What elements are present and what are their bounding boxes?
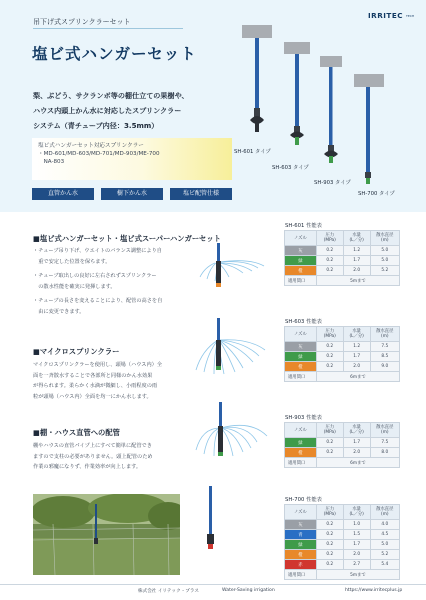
- table-cell-flow: 2.0: [343, 448, 370, 458]
- table-title-sh603: SH-603 性能表: [285, 319, 322, 325]
- compat-line: ・MD-601/MD-603/MD-701/MD-903/ME-700: [38, 151, 160, 158]
- header-text: (MPa): [323, 334, 336, 339]
- table-row: [285, 438, 400, 448]
- table-row: [285, 540, 400, 550]
- table-cell-diameter: 4.5: [370, 530, 399, 540]
- body-line: 棚やハウスの直管パイプ上にすべて簡単に配管でき: [33, 443, 152, 449]
- section-title-hanger-sets: ■塩ビ式ハンガーセット・塩ビ式スーパーハンガーセット: [33, 234, 221, 243]
- table-header-cell: [370, 423, 399, 438]
- header-text: ノズル: [294, 235, 307, 241]
- table-cell-diameter: 8.5: [370, 352, 399, 362]
- section-body-hanger-sets: [33, 246, 203, 317]
- header-text: ノズル: [294, 509, 307, 515]
- sh601-hanger-drawing: [242, 25, 272, 132]
- nozzle-color-cell: 橙: [285, 448, 317, 458]
- table-cell-diameter: 5.2: [370, 550, 399, 560]
- performance-table-sh603: [284, 326, 400, 382]
- table-cell-diameter: 5.0: [370, 246, 399, 256]
- table-cell-pressure: 0.2: [316, 342, 343, 352]
- performance-table-sh903: [284, 422, 400, 468]
- header-text: 散水直径: [376, 507, 394, 512]
- usage-tags: [32, 188, 232, 200]
- intro-line: ハウス内頭上かん水に対応したスプリンクラー: [33, 106, 182, 115]
- table-cell-pressure: 0.2: [316, 362, 343, 372]
- table-cell-diameter: 5.0: [370, 540, 399, 550]
- nozzle-color-cell: 緑: [285, 256, 317, 266]
- sh601-spray-illustration: [196, 243, 274, 318]
- header-text: (L／分): [349, 512, 364, 517]
- table-footer-row: [285, 372, 400, 382]
- brand-logo[interactable]: IRRITEC: [368, 11, 404, 20]
- section-title-micro-sprinkler: ■マイクロスプリンクラー: [33, 347, 120, 356]
- table-row: [285, 560, 400, 570]
- table-header-cell: [285, 505, 317, 520]
- table-cell-diameter: 7.5: [370, 342, 399, 352]
- body-line: マイクロスプリンクラーを使用し、頭場（ハウス内）全: [33, 362, 163, 368]
- table-header-cell: [316, 231, 343, 246]
- nozzle-color-cell: 灰: [285, 520, 317, 530]
- table-cell-diameter: 5.2: [370, 266, 399, 276]
- table-header-cell: [343, 327, 370, 342]
- table-header-row: [285, 231, 400, 246]
- table-footer-row: [285, 276, 400, 286]
- header-text: (MPa): [323, 238, 336, 243]
- table-row: [285, 520, 400, 530]
- tag-overhead-watering[interactable]: 直管かん水: [32, 188, 94, 200]
- page-subtitle: 吊下げ式スプリンクラーセット: [33, 18, 131, 26]
- body-line: 重で安定した位置を保ちます。: [33, 258, 111, 265]
- body-line: ますので支柱の必要がありません。頭上配管のため: [33, 453, 153, 460]
- model-label-sh700: SH-700 タイプ: [358, 191, 395, 197]
- intro-text: [33, 88, 233, 133]
- table-cell-flow: 2.0: [343, 550, 370, 560]
- table-cell-diameter: 5.0: [370, 256, 399, 266]
- compatible-sprinklers-box: [32, 138, 232, 180]
- section-body-shelf-pipe: [33, 441, 203, 473]
- applicable-span-label: 適用間口: [285, 458, 317, 468]
- table-header-cell: [370, 231, 399, 246]
- table-row: [285, 362, 400, 372]
- section-body-micro-sprinkler: [33, 360, 203, 402]
- table-cell-pressure: 0.2: [316, 438, 343, 448]
- nozzle-color-cell: 灰: [285, 246, 317, 256]
- performance-table-sh700: [284, 504, 400, 580]
- table-cell-pressure: 0.2: [316, 560, 343, 570]
- footer-company: 株式会社 イリテック・プラス: [138, 589, 199, 594]
- body-line: ・チューブ取出しの良好に左右されずスプリンクラー: [33, 273, 157, 279]
- applicable-span-label: 適用間口: [285, 276, 317, 286]
- table-row: [285, 246, 400, 256]
- table-row: [285, 266, 400, 276]
- table-cell-flow: 2.0: [343, 362, 370, 372]
- table-header-cell: [343, 231, 370, 246]
- table-cell-flow: 1.0: [343, 520, 370, 530]
- table-header-row: [285, 327, 400, 342]
- table-cell-diameter: 5.4: [370, 560, 399, 570]
- body-line: 粒が頭場（ハウス内）全面を均一にかん水します。: [33, 393, 152, 400]
- header-text: (L／分): [349, 238, 364, 243]
- table-cell-flow: 2.0: [343, 266, 370, 276]
- header-text: (L／分): [349, 334, 364, 339]
- compat-line: 塩ビ式ハンガーセット対応スプリンクラー: [38, 143, 144, 149]
- table-header-cell: [285, 423, 317, 438]
- applicable-span-value: 6mまで: [316, 372, 399, 382]
- nozzle-color-cell: 灰: [285, 342, 317, 352]
- table-cell-pressure: 0.2: [316, 448, 343, 458]
- table-title-sh700: SH-700 性能表: [285, 497, 322, 503]
- model-label-sh603: SH-603 タイプ: [272, 165, 309, 171]
- header-text: 水量: [352, 425, 361, 430]
- header-text: (m): [381, 512, 389, 517]
- body-line: の散水性能を確実に発揮します。: [33, 283, 116, 290]
- table-footer-row: [285, 458, 400, 468]
- sh903-hanger-drawing: [320, 56, 342, 163]
- nozzle-color-cell: 橙: [285, 362, 317, 372]
- table-header-row: [285, 423, 400, 438]
- header-text: 水量: [352, 507, 361, 512]
- table-footer-row: [285, 570, 400, 580]
- body-line: 由に変更できます。: [33, 308, 85, 315]
- table-cell-pressure: 0.2: [316, 352, 343, 362]
- performance-table-sh601: [284, 230, 400, 286]
- tag-under-tree-watering[interactable]: 樹下かん水: [101, 188, 163, 200]
- brand-logo-sub: TECH: [406, 14, 415, 18]
- table-cell-flow: 1.7: [343, 256, 370, 266]
- nozzle-color-cell: 緑: [285, 438, 317, 448]
- header-text: 圧力: [325, 233, 335, 238]
- footer-divider: [0, 584, 426, 585]
- header-text: (m): [381, 430, 389, 435]
- table-cell-flow: 1.2: [343, 246, 370, 256]
- applicable-span-value: 5mまで: [316, 570, 399, 580]
- header-text: 散水直径: [376, 329, 394, 334]
- table-header-cell: [343, 505, 370, 520]
- table-row: [285, 448, 400, 458]
- table-header-cell: [370, 505, 399, 520]
- table-cell-pressure: 0.2: [316, 530, 343, 540]
- table-cell-diameter: 7.5: [370, 438, 399, 448]
- table-cell-flow: 1.2: [343, 342, 370, 352]
- table-cell-pressure: 0.2: [316, 246, 343, 256]
- header-text: (MPa): [323, 512, 336, 517]
- header-text: 散水直径: [376, 233, 394, 238]
- header-text: 水量: [352, 329, 361, 334]
- nozzle-color-cell: 橙: [285, 550, 317, 560]
- header-text: (L／分): [349, 430, 364, 435]
- table-header-row: [285, 505, 400, 520]
- shelf-pipe-spray-illustration: [194, 402, 276, 482]
- nozzle-color-cell: 橙: [285, 266, 317, 276]
- intro-line: 梨、ぶどう、サクランボ等の棚仕立ての果樹や、: [33, 91, 189, 100]
- body-line: が得られます。柔らかく水滴が微細し、小雨程度の雨: [33, 383, 158, 389]
- header-text: (m): [381, 334, 389, 339]
- table-title-sh903: SH-903 性能表: [285, 415, 322, 421]
- header-text: 圧力: [325, 507, 335, 512]
- table-row: [285, 352, 400, 362]
- header-text: (MPa): [323, 430, 336, 435]
- table-cell-flow: 2.7: [343, 560, 370, 570]
- nozzle-color-cell: 青: [285, 530, 317, 540]
- table-cell-pressure: 0.2: [316, 540, 343, 550]
- nozzle-color-cell: 緑: [285, 540, 317, 550]
- table-cell-diameter: 4.0: [370, 520, 399, 530]
- header-text: ノズル: [294, 331, 307, 337]
- body-line: 作業の邪魔になりず、作業効率が向上します。: [33, 464, 142, 470]
- sh700-hanger-drawing: [354, 74, 384, 184]
- table-row: [285, 550, 400, 560]
- table-row: [285, 342, 400, 352]
- table-cell-pressure: 0.2: [316, 266, 343, 276]
- nozzle-color-cell: 緑: [285, 352, 317, 362]
- header-text: (m): [381, 238, 389, 243]
- micro-sprinkler-spray-illustration: [194, 318, 276, 398]
- header-text: ノズル: [294, 427, 307, 433]
- sh603-hanger-drawing: [284, 42, 310, 145]
- header-text: 散水直径: [376, 425, 394, 430]
- table-header-cell: [316, 327, 343, 342]
- table-cell-flow: 1.7: [343, 352, 370, 362]
- nozzle-color-cell: 赤: [285, 560, 317, 570]
- table-header-cell: [370, 327, 399, 342]
- table-row: [285, 530, 400, 540]
- table-header-cell: [316, 505, 343, 520]
- header-text: 圧力: [325, 329, 335, 334]
- table-title-sh601: SH-601 性能表: [285, 223, 322, 229]
- body-line: 面を一斉散水することで各部所と同様のかん水効果: [33, 372, 153, 379]
- table-cell-pressure: 0.2: [316, 256, 343, 266]
- table-header-cell: [343, 423, 370, 438]
- sh700-hanger-drawing-bottom: [196, 486, 226, 562]
- footer-url[interactable]: https://www.irritecplus.jp: [345, 588, 403, 593]
- applicable-span-label: 適用間口: [285, 372, 317, 382]
- table-cell-diameter: 9.0: [370, 362, 399, 372]
- page-title: 塩ビ式ハンガーセット: [32, 45, 197, 63]
- tag-pvc-piping[interactable]: 塩ビ配管仕様: [170, 188, 232, 200]
- applicable-span-label: 適用間口: [285, 570, 317, 580]
- table-row: [285, 256, 400, 266]
- vineyard-photo: [33, 494, 180, 575]
- applicable-span-value: 5mまで: [316, 276, 399, 286]
- model-label-sh601: SH-601 タイプ: [234, 149, 271, 155]
- table-cell-pressure: 0.2: [316, 550, 343, 560]
- subtitle-underline: [33, 28, 183, 29]
- footer-tagline: Water-Saving irrigation: [222, 588, 275, 593]
- table-cell-flow: 1.7: [343, 540, 370, 550]
- table-header-cell: [285, 327, 317, 342]
- table-cell-flow: 1.5: [343, 530, 370, 540]
- intro-line: システム（青チューブ内径：3.5mm）: [33, 121, 159, 130]
- compat-line: NA-803: [38, 159, 65, 166]
- hanger-sets-illustration: [232, 20, 402, 200]
- table-cell-pressure: 0.2: [316, 520, 343, 530]
- table-cell-flow: 1.7: [343, 438, 370, 448]
- body-line: ・チューブ吊り下げ、ウエイトのバランス調整により自: [33, 248, 162, 254]
- header-text: 水量: [352, 233, 361, 238]
- table-header-cell: [316, 423, 343, 438]
- table-header-cell: [285, 231, 317, 246]
- model-label-sh903: SH-903 タイプ: [314, 180, 351, 186]
- body-line: ・チューブの長さを変えることにより、配管の高さを自: [33, 298, 163, 304]
- header-text: 圧力: [325, 425, 335, 430]
- applicable-span-value: 6mまで: [316, 458, 399, 468]
- section-title-shelf-pipe: ■棚・ハウス直管への配管: [33, 428, 120, 437]
- table-cell-diameter: 8.0: [370, 448, 399, 458]
